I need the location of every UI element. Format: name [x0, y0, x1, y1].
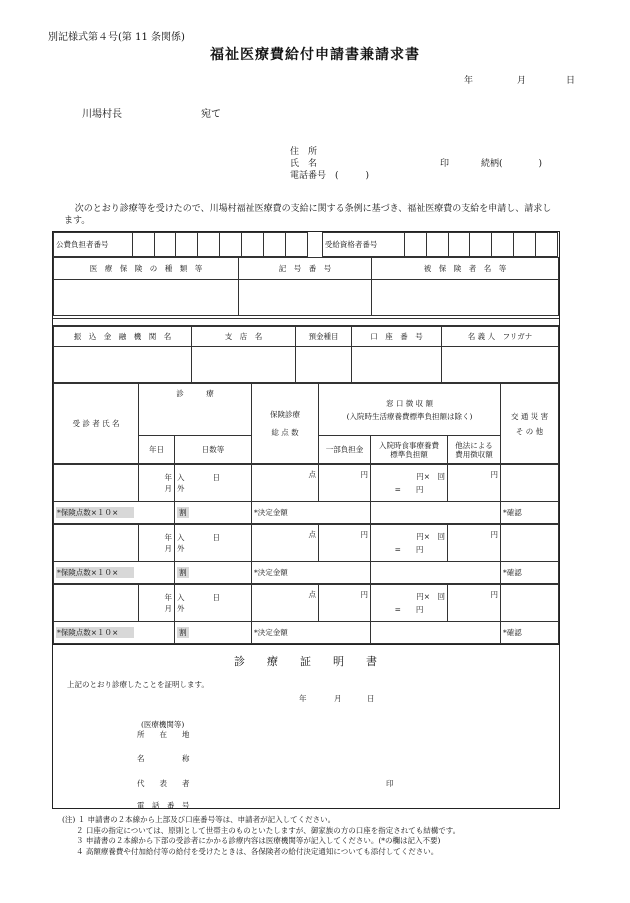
meal-total: = 円: [394, 545, 424, 554]
representative-label: 代 表 者: [137, 779, 190, 788]
note-3: ３ 申請書の２本線から下部の受診者にかかる診療内容は医療機関等が記入してください。(*の欄は記入不要): [76, 836, 441, 845]
points-field[interactable]: 点: [252, 465, 319, 502]
location-label: 所 在 地: [137, 730, 190, 739]
decided-field[interactable]: [371, 562, 501, 584]
confirm-cell: *確認: [501, 622, 559, 644]
payer-digit[interactable]: [132, 233, 154, 257]
phone-label: 電 話 番 号: [137, 801, 190, 810]
confirm-cell: *確認: [501, 562, 559, 584]
addressee: 川場村長: [82, 109, 122, 120]
ratio-label: 割: [179, 508, 187, 517]
month-label: 月: [164, 544, 172, 553]
double-rule: [53, 318, 559, 326]
holder-label: 名 義 人: [467, 332, 496, 341]
payer-digit[interactable]: [242, 233, 264, 257]
insured-name-label: 被 保 険 者 名 等: [372, 258, 559, 280]
form-number: 別記様式第４号(第 11 条関係): [48, 32, 185, 43]
ratio-label: 割: [179, 628, 187, 637]
day-label: 日: [212, 593, 220, 602]
ratio-cell: [175, 502, 252, 524]
patient-name-field[interactable]: [54, 465, 139, 502]
year-day-header: 年日: [139, 436, 175, 464]
month-label: 月: [164, 604, 172, 613]
inout-cell[interactable]: [175, 525, 252, 562]
application-form: [52, 231, 560, 809]
year-month-cell[interactable]: [139, 465, 175, 502]
entry-rows: [53, 464, 559, 644]
meal-header: [371, 436, 448, 464]
law-header-line2: 費用徴収額: [455, 449, 493, 459]
year-label: 年: [164, 473, 172, 482]
points-field[interactable]: 点: [252, 525, 319, 562]
confirm-cell: *確認: [501, 502, 559, 524]
other-header-line1: 交 通 災 害: [510, 411, 549, 421]
note-2: ２ 口座の指定については、原則として世帯主のものといたしますが、御家族の方の口座を指定されても結構です。: [76, 825, 461, 835]
note-4: ４ 高額療養費や付加給付等の給付を受けたときは、各保険者の給付決定通知についても添付してください。: [76, 846, 439, 856]
payer-number-label: 公費負担者番号: [54, 233, 133, 257]
branch-field[interactable]: [192, 347, 296, 383]
calc-cell: [54, 562, 175, 584]
decided-field[interactable]: [371, 622, 501, 644]
ratio-cell: [175, 562, 252, 584]
applicant-address-label: 住 所: [290, 147, 318, 157]
bank-row: [53, 326, 559, 383]
recipient-digit[interactable]: [470, 233, 492, 257]
entry-block: [53, 584, 559, 644]
recipient-digit[interactable]: [492, 233, 514, 257]
calc-label: *保険点数×１０×: [56, 567, 134, 578]
account-number-field[interactable]: [352, 347, 442, 383]
payer-digit[interactable]: [154, 233, 176, 257]
points-header-line2: 総 点 数: [271, 427, 299, 437]
partial-field[interactable]: 円: [319, 585, 371, 622]
recipient-digit[interactable]: [448, 233, 470, 257]
account-holder-label: [442, 327, 559, 347]
certificate-year: 年: [299, 694, 307, 703]
days-header: 日数等: [175, 436, 252, 464]
law-header: [448, 436, 501, 464]
day-label: 日: [212, 473, 220, 482]
partial-field[interactable]: 円: [319, 525, 371, 562]
inpatient-label: 入: [177, 473, 185, 482]
symbol-number-label: 記 号 番 号: [239, 258, 372, 280]
patient-name-header: 受 診 者 氏 名: [54, 384, 139, 464]
points-header-line1: 保険診療: [270, 409, 300, 419]
insurance-type-label: 医 療 保 険 の 種 類 等: [54, 258, 239, 280]
branch-label: 支 店 名: [192, 327, 296, 347]
partial-header: 一部負担金: [319, 436, 371, 464]
facility-name-label: 名 称: [137, 754, 190, 763]
month-label: 月: [164, 484, 172, 493]
recipient-digit[interactable]: [536, 233, 558, 257]
number-row: [53, 232, 558, 257]
addressee-suffix: 宛て: [201, 109, 221, 120]
insurance-type-field[interactable]: [54, 280, 239, 316]
patient-name-field[interactable]: [54, 525, 139, 562]
treatment-table: [53, 383, 559, 464]
other-field[interactable]: [501, 585, 559, 622]
payer-digit[interactable]: [198, 233, 220, 257]
outpatient-label: 外: [177, 544, 185, 553]
account-number-label: 口 座 番 号: [352, 327, 442, 347]
inpatient-label: 入: [177, 533, 185, 542]
meal-header-line1: 入院時食事療養費: [379, 440, 439, 450]
meal-field[interactable]: [371, 585, 448, 622]
applicant-relation: 続柄( ): [481, 159, 543, 169]
decided-amount: *決定金額: [252, 502, 371, 524]
meal-times: 円× 回: [416, 532, 445, 541]
meal-header-line2: 標準負担額: [390, 449, 428, 459]
payer-digit[interactable]: [176, 233, 198, 257]
meal-times: 円× 回: [416, 592, 445, 601]
spacer: [307, 233, 322, 257]
window-header: [319, 384, 501, 436]
recipient-digit[interactable]: [514, 233, 536, 257]
points-header: [252, 384, 319, 464]
year-label: 年: [164, 533, 172, 542]
inout-cell[interactable]: [175, 465, 252, 502]
recipient-digit[interactable]: [426, 233, 448, 257]
calc-label: *保険点数×１０×: [56, 627, 134, 638]
account-type-label: 預金種目: [296, 327, 352, 347]
insured-name-field[interactable]: [372, 280, 559, 316]
applicant-seal: 印: [440, 159, 450, 169]
recipient-digit[interactable]: [404, 233, 426, 257]
window-header-line1: 窓 口 徴 収 額: [385, 398, 434, 408]
decided-amount: *決定金額: [252, 562, 371, 584]
meal-times: 円× 回: [416, 472, 445, 481]
decided-field[interactable]: [371, 502, 501, 524]
certificate-section: [53, 644, 559, 808]
payer-digit[interactable]: [263, 233, 285, 257]
inpatient-row: [177, 472, 249, 483]
furigana-label: フリガナ: [502, 332, 533, 341]
inout-cell[interactable]: [175, 585, 252, 622]
certificate-day: 日: [367, 694, 375, 703]
payer-digit[interactable]: [285, 233, 307, 257]
law-field[interactable]: 円: [448, 585, 501, 622]
points-field[interactable]: 点: [252, 585, 319, 622]
account-holder-field[interactable]: [442, 347, 559, 383]
account-type-field[interactable]: [296, 347, 352, 383]
other-header: [501, 384, 559, 464]
patient-name-field[interactable]: [54, 585, 139, 622]
year-month-cell[interactable]: [139, 525, 175, 562]
applicant-phone-label: 電話番号 ( ): [290, 171, 370, 181]
meal-total: = 円: [394, 485, 424, 494]
certificate-statement: 上記のとおり診療したことを証明します。: [67, 680, 209, 689]
bank-name-label: 振 込 金 融 機 関 名: [54, 327, 192, 347]
inpatient-label: 入: [177, 593, 185, 602]
day-label: 日: [212, 533, 220, 542]
outpatient-label: 外: [177, 484, 185, 493]
certificate-title: 診 療 証 明 書: [234, 655, 377, 668]
decided-amount: *決定金額: [252, 622, 371, 644]
year-month-cell[interactable]: [139, 585, 175, 622]
outpatient-label: 外: [177, 604, 185, 613]
document-title: 福祉医療費給付申請書兼請求書: [210, 47, 420, 63]
facility-label: (医療機関等): [141, 720, 185, 729]
calc-label: *保険点数×１０×: [56, 507, 134, 518]
meal-field[interactable]: [371, 465, 448, 502]
note-1: (注) １ 申請書の２本線から上部及び口座番号等は、申請者が記入してください。: [62, 815, 336, 824]
law-field[interactable]: 円: [448, 465, 501, 502]
date-month-label: 月: [517, 76, 527, 86]
meal-field[interactable]: [371, 525, 448, 562]
treatment-header: 診 療: [139, 384, 252, 436]
applicant-name-label: 氏 名: [290, 159, 318, 169]
law-header-line1: 他法による: [455, 440, 493, 450]
calc-cell: [54, 622, 175, 644]
entry-block: [53, 524, 559, 584]
meal-total: = 円: [394, 605, 424, 614]
recipient-number-label: 受給資格者番号: [322, 233, 404, 257]
insurance-row: [53, 257, 559, 316]
intro-text: 次のとおり診療等を受けたので、川場村福祉医療費の支給に関する条例に基づき、福祉医療費の支給を申請し、請求します。: [64, 204, 552, 226]
year-label: 年: [164, 593, 172, 602]
date-day-label: 日: [566, 76, 576, 86]
calc-cell: [54, 502, 175, 524]
ratio-label: 割: [179, 568, 187, 577]
other-field[interactable]: [501, 465, 559, 502]
date-year-label: 年: [464, 76, 474, 86]
payer-digit[interactable]: [220, 233, 242, 257]
partial-field[interactable]: 円: [319, 465, 371, 502]
other-header-line2: そ の 他: [515, 426, 544, 436]
ratio-cell: [175, 622, 252, 644]
law-field[interactable]: 円: [448, 525, 501, 562]
inpatient-row: [177, 592, 249, 603]
certificate-seal: 印: [386, 779, 394, 788]
certificate-month: 月: [334, 694, 342, 703]
other-field[interactable]: [501, 525, 559, 562]
symbol-number-field[interactable]: [239, 280, 372, 316]
notes: [62, 815, 460, 857]
window-header-line2: (入院時生活療養費標準負担額は除く): [346, 411, 473, 421]
entry-block: [53, 464, 559, 524]
bank-name-field[interactable]: [54, 347, 192, 383]
inpatient-row: [177, 532, 249, 543]
